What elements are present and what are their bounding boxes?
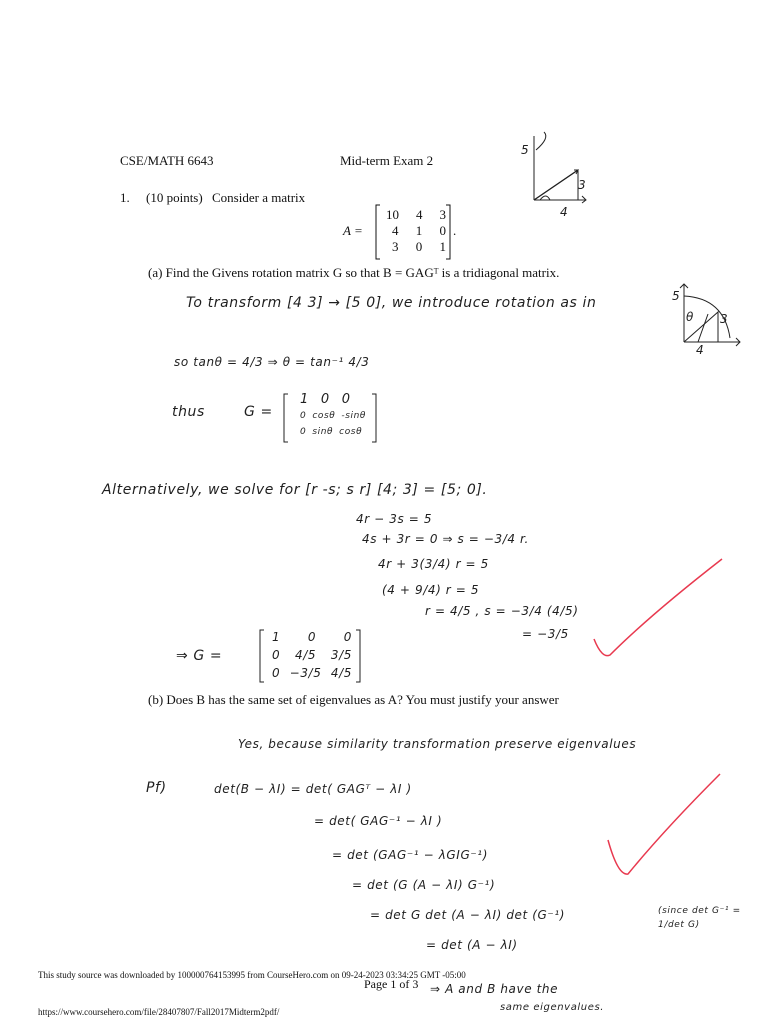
page-number: Page 1 of 3 xyxy=(364,977,419,991)
g-final-cell: 4/5 xyxy=(330,666,352,680)
exam-title: Mid-term Exam 2 xyxy=(340,153,434,168)
matrix-a-label: A = xyxy=(343,223,363,238)
matrix-period: . xyxy=(453,223,457,238)
g-matrix-row xyxy=(300,392,366,408)
g-matrix-cell: sinθ xyxy=(312,427,334,437)
part-b-question: (b) Does B has the same set of eigenvalues as A? You must justify your answer xyxy=(148,692,559,707)
g-matrix-cell: 0 xyxy=(300,427,307,437)
diagram-label-5: 5 xyxy=(521,143,530,157)
g-final-cell: −3/5 xyxy=(289,666,322,680)
g-matrix-body xyxy=(300,392,366,440)
hand-pf5: = det G det (A − λI) det (G⁻¹) xyxy=(370,908,566,922)
diagram-label-3: 3 xyxy=(578,178,587,192)
hand-pf-label: Pf) xyxy=(146,780,167,796)
hand-pf7a: ⇒ A and B have the xyxy=(430,982,559,996)
rotation-label-4: 4 xyxy=(696,343,705,357)
matrix-a-cell: 1 xyxy=(415,223,423,238)
check-mark-icon xyxy=(604,770,724,880)
matrix-a-cell: 4 xyxy=(392,223,399,238)
hand-transform-line: To transform [4 3] → [5 0], we introduce rotation as in xyxy=(186,295,597,311)
hand-yes-line: Yes, because similarity transformation preserve eigenvalues xyxy=(238,737,637,751)
page-corner-fold xyxy=(0,0,90,170)
hand-pf6: = det (A − λI) xyxy=(426,938,518,952)
matrix-a-body xyxy=(386,207,446,255)
matrix-a-cell: 3 xyxy=(439,207,446,222)
rotation-label-3: 3 xyxy=(720,312,729,326)
g-final-cell: 0 xyxy=(272,648,281,662)
matrix-a-cell: 0 xyxy=(439,223,446,238)
hand-pf5-note: (since det G⁻¹ = 1/det G) xyxy=(658,906,741,930)
g-final-cell: 1 xyxy=(272,630,281,644)
matrix-a-cell: 1 xyxy=(439,239,446,254)
hand-eq2: 4s + 3r = 0 ⇒ s = −3/4 r. xyxy=(362,532,529,546)
matrix-a-row xyxy=(386,207,446,223)
problem-points: (10 points) xyxy=(146,190,203,205)
g-final-cell: 0 xyxy=(307,630,317,644)
hand-thus: thus xyxy=(172,404,205,420)
g-final-cell: 4/5 xyxy=(295,648,317,662)
matrix-a-cell: 3 xyxy=(392,239,399,254)
problem-intro: Consider a matrix xyxy=(212,190,306,205)
hand-tan-line: so tanθ = 4/3 ⇒ θ = tan⁻¹ 4/3 xyxy=(174,355,370,369)
rotation-label-5: 5 xyxy=(672,289,681,303)
diagram-label-4: 4 xyxy=(560,205,569,219)
g-matrix-cell: cosθ xyxy=(339,427,363,437)
g-final-cell: 0 xyxy=(343,630,352,644)
rotation-label-theta: θ xyxy=(686,310,694,324)
g-matrix-cell: 0 xyxy=(300,411,307,421)
g-matrix-row xyxy=(300,408,366,424)
hand-eq1: 4r − 3s = 5 xyxy=(356,512,433,526)
g-matrix-cell: -sinθ xyxy=(341,411,367,421)
check-mark-icon xyxy=(590,555,726,665)
part-a-question: (a) Find the Givens rotation matrix G so that B = GAGᵀ is a tridiagonal matrix. xyxy=(148,265,560,280)
g-final-row xyxy=(272,628,352,646)
hand-pf3: = det (GAG⁻¹ − λGIG⁻¹) xyxy=(332,848,488,862)
hand-pf1: det(B − λI) = det( GAGᵀ − λI ) xyxy=(214,782,412,796)
source-url[interactable]: https://www.coursehero.com/file/28407807/Fall2017Midterm2pdf/ xyxy=(38,1007,280,1017)
matrix-a-cell: 0 xyxy=(415,239,423,254)
g-matrix-cell: cosθ xyxy=(312,411,336,421)
hand-pf2: = det( GAG⁻¹ − λI ) xyxy=(314,814,443,828)
g-matrix-cell: 0 xyxy=(320,392,330,407)
triangle-diagram xyxy=(520,130,590,210)
g-final-row xyxy=(272,664,352,682)
matrix-a-row xyxy=(386,239,446,255)
hand-eq3: 4r + 3(3/4) r = 5 xyxy=(378,557,489,571)
g-matrix-row xyxy=(300,424,366,440)
hand-eq5: r = 4/5 , s = −3/4 (4/5) xyxy=(425,604,579,618)
hand-g-label: G = xyxy=(244,404,273,420)
g-matrix-cell: 1 xyxy=(300,392,309,407)
g-final-body xyxy=(272,628,352,682)
course-code: CSE/MATH 6643 xyxy=(120,153,214,168)
matrix-a-cell: 4 xyxy=(416,207,423,222)
g-final-cell: 0 xyxy=(272,666,281,680)
hand-eq4: (4 + 9/4) r = 5 xyxy=(382,583,480,597)
matrix-a-cell: 10 xyxy=(386,207,399,222)
hand-alternatively: Alternatively, we solve for [r -s; s r] [4; 3] = [5; 0]. xyxy=(102,482,488,498)
hand-pf7b: same eigenvalues. xyxy=(500,1002,605,1013)
problem-number: 1. xyxy=(120,190,130,205)
matrix-a-row xyxy=(386,223,446,239)
source-footer: This study source was downloaded by 100000764153995 from CourseHero.com on 09-24-2023 03:34:25 GMT -05:00 xyxy=(38,970,466,980)
g-matrix-cell: 0 xyxy=(341,392,351,407)
g-final-row xyxy=(272,646,352,664)
hand-g-final-label: ⇒ G = xyxy=(176,648,223,664)
hand-eq6: = −3/5 xyxy=(522,627,569,641)
hand-pf4: = det (G (A − λI) G⁻¹) xyxy=(352,878,496,892)
g-final-cell: 3/5 xyxy=(330,648,352,662)
